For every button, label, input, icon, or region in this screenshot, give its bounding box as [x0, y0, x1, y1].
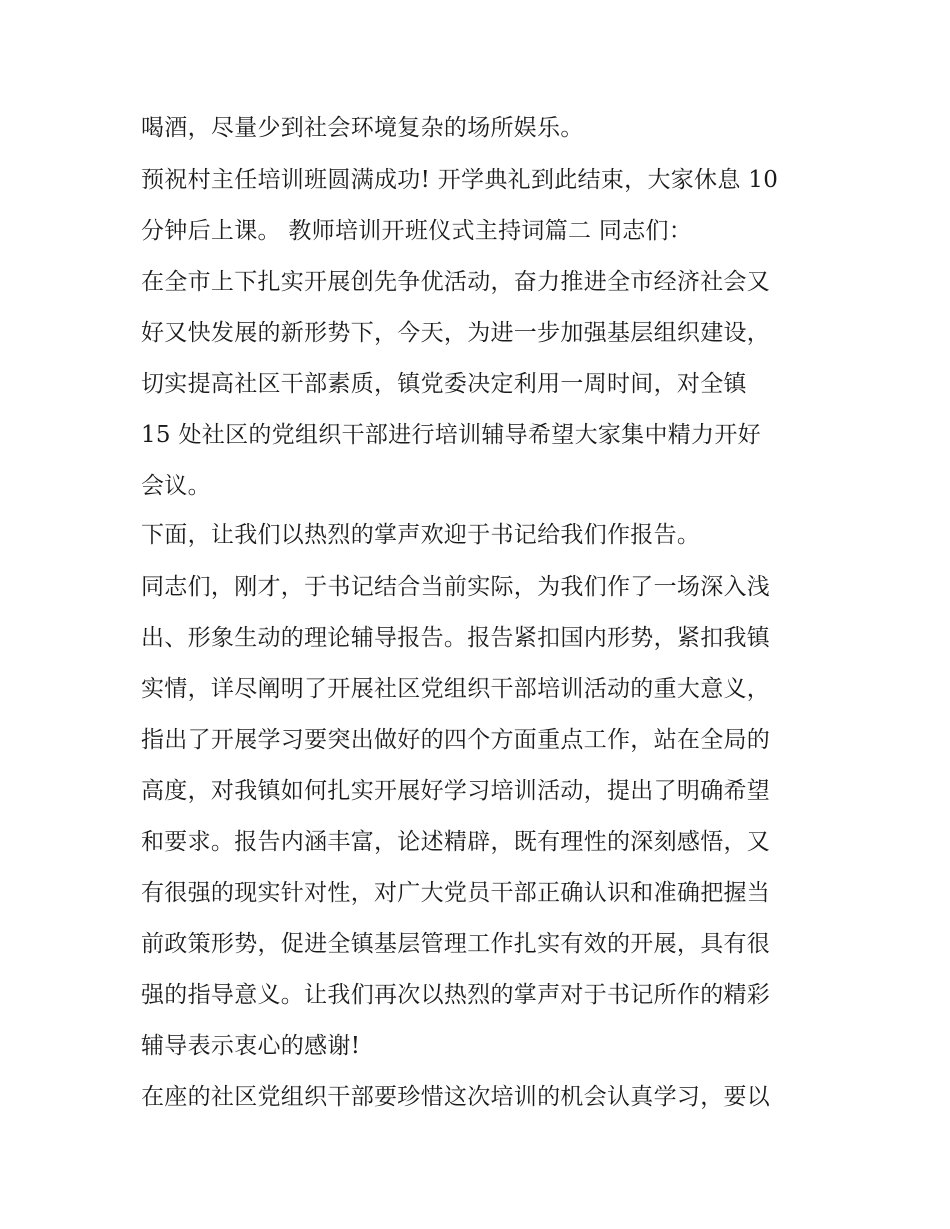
text-line-11: 出、形象生动的理论辅导报告。报告紧扣国内形势，紧扣我镇	[141, 625, 771, 651]
text-line-8: 会议。	[141, 473, 211, 499]
text-line-1: 喝酒，尽量少到社会环境复杂的场所娱乐。	[141, 115, 584, 141]
text-line-12: 实情，详尽阐明了开展社区党组织干部培训活动的重大意义，	[141, 676, 771, 702]
text-line-18: 强的指导意义。让我们再次以热烈的掌声对于书记所作的精彩	[141, 982, 771, 1008]
text-line-17: 前政策形势，促进全镇基层管理工作扎实有效的开展，具有很	[141, 931, 771, 957]
text-line-7: 15 处社区的党组织干部进行培训辅导希望大家集中精力开好	[141, 422, 761, 448]
text-line-5: 好又快发展的新形势下，今天，为进一步加强基层组织建设，	[141, 320, 771, 346]
text-line-15: 和要求。报告内涵丰富，论述精辟，既有理性的深刻感悟，又	[141, 829, 771, 855]
text-line-4: 在全市上下扎实开展创先争优活动，奋力推进全市经济社会又	[141, 269, 771, 295]
text-line-14: 高度，对我镇如何扎实开展好学习培训活动，提出了明确希望	[141, 778, 771, 804]
text-line-19: 辅导表示衷心的感谢!	[141, 1033, 361, 1059]
text-line-2: 预祝村主任培训班圆满成功! 开学典礼到此结束，大家休息 10	[141, 167, 779, 193]
text-line-6: 切实提高社区干部素质，镇党委决定利用一周时间，对全镇	[141, 371, 747, 397]
text-line-10: 同志们，刚才，于书记结合当前实际，为我们作了一场深入浅	[141, 574, 771, 600]
text-line-16: 有很强的现实针对性，对广大党员干部正确认识和准确把握当	[141, 880, 771, 906]
text-line-20: 在座的社区党组织干部要珍惜这次培训的机会认真学习，要以	[141, 1084, 771, 1110]
text-line-3: 分钟后上课。 教师培训开班仪式主持词篇二 同志们：	[141, 218, 693, 244]
text-line-13: 指出了开展学习要突出做好的四个方面重点工作，站在全局的	[141, 727, 771, 753]
text-line-9: 下面，让我们以热烈的掌声欢迎于书记给我们作报告。	[141, 522, 701, 548]
